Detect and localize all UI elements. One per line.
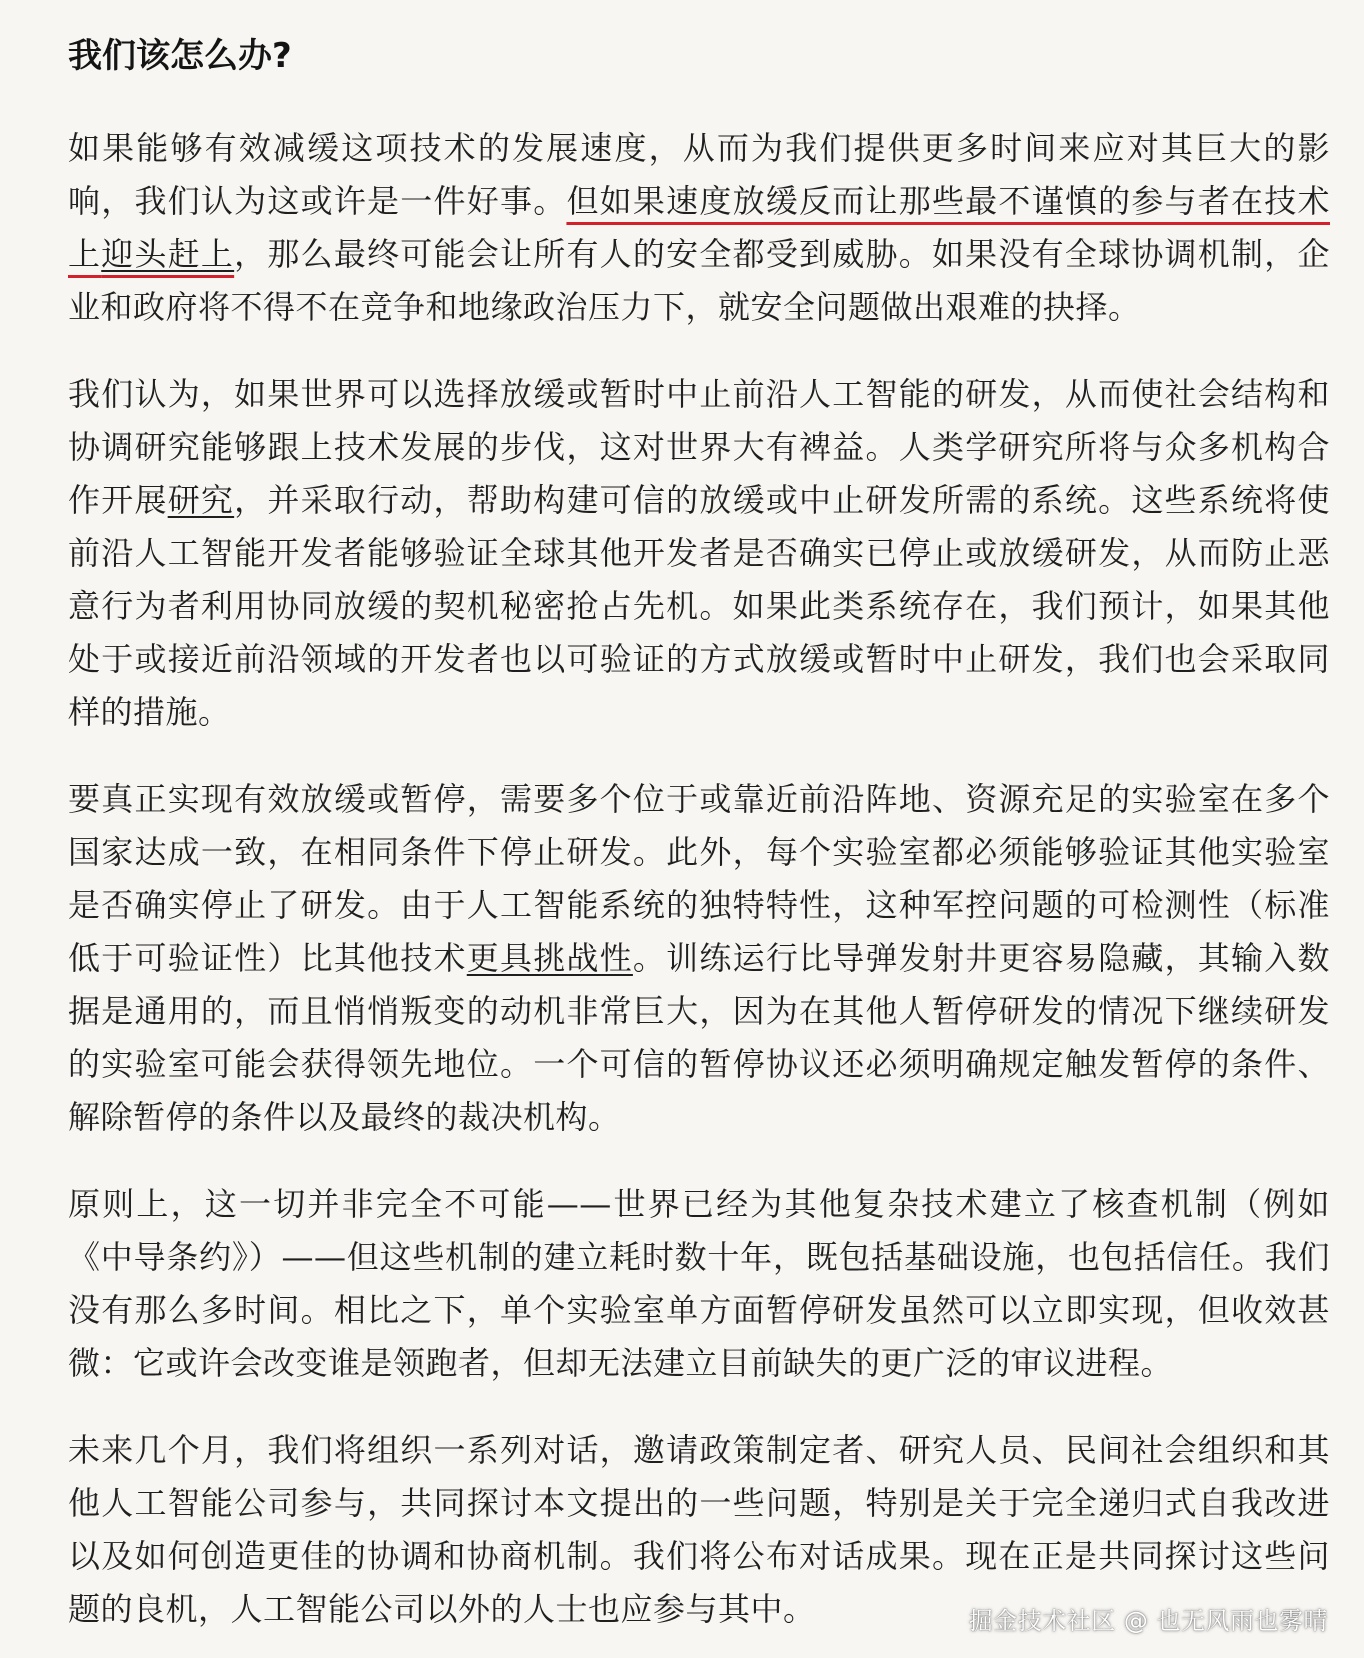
paragraph-1 xyxy=(68,122,1330,334)
paragraph-3-text-a: 要真正实现有效放缓或暂停，需要多个位于或靠近前沿阵地、资源充足的实验室在多个国家达成一致，在相同条件下停止研发。此外，每个实验室都必须能够验证其他实验室是否确实停止了研发。由于人工智能系统的独特特性，这种军控问题的可检测性（标准低于可验证性）比其他技术 xyxy=(68,780,1330,977)
article xyxy=(68,26,1330,1636)
paragraph-1-highlighted-text: 但如果速度放缓反而让那些最不谨慎的参与者在技术上 xyxy=(68,182,1330,273)
link-research[interactable]: 研究 xyxy=(167,481,235,519)
link-more-challenging[interactable]: 更具挑战性 xyxy=(466,939,633,977)
paragraph-3 xyxy=(68,773,1330,1144)
paragraph-4-text: 原则上，这一切并非完全不可能——世界已经为其他复杂技术建立了核查机制（例如《中导条约》）——但这些机制的建立耗时数十年，既包括基础设施，也包括信任。我们没有那么多时间。相比之下，单个实验室单方面暂停研发虽然可以立即实现，但收效甚微：它或许会改变谁是领跑者，但却无法建立目前缺失的更广泛的审议进程。 xyxy=(68,1185,1330,1382)
paragraph-3-text-c: 。训练运行比导弹发射井更容易隐藏，其输入数据是通用的，而且悄悄叛变的动机非常巨大，因为在其他人暂停研发的情况下继续研发的实验室可能会获得领先地位。一个可信的暂停协议还必须明确规定触发暂停的条件、解除暂停的条件以及最终的裁决机构。 xyxy=(68,939,1330,1136)
paragraph-1-text-d: ，那么最终可能会让所有人的安全都受到威胁。如果没有全球协调机制，企业和政府将不得不在竞争和地缘政治压力下，就安全问题做出艰难的抉择。 xyxy=(68,235,1330,326)
link-catch-up[interactable]: 迎头赶上 xyxy=(101,235,235,273)
watermark-text: 掘金技术社区 @ 也无风雨也雾晴 xyxy=(968,1607,1328,1635)
paragraph-2 xyxy=(68,368,1330,739)
paragraph-5-text: 未来几个月，我们将组织一系列对话，邀请政策制定者、研究人员、民间社会组织和其他人工智能公司参与，共同探讨本文提出的一些问题，特别是关于完全递归式自我改进以及如何创造更佳的协调和协商机制。我们将公布对话成果。现在正是共同探讨这些问题的良机，人工智能公司以外的人士也应参与其中。 xyxy=(68,1431,1330,1628)
section-heading: 我们该怎么办? xyxy=(68,36,292,76)
paragraph-2-text-c: ，并采取行动，帮助构建可信的放缓或中止研发所需的系统。这些系统将使前沿人工智能开发者能够验证全球其他开发者是否确实已停止或放缓研发，从而防止恶意行为者利用协同放缓的契机秘密抢占先机。如果此类系统存在，我们预计，如果其他处于或接近前沿领域的开发者也以可验证的方式放缓或暂时中止研发，我们也会采取同样的措施。 xyxy=(68,481,1330,731)
paragraph-4 xyxy=(68,1178,1330,1390)
paragraph-1-text-a: 如果能够有效减缓这项技术的发展速度，从而为我们提供更多时间来应对其巨大的影响，我们认为这或许是一件好事。 xyxy=(68,129,1330,220)
paragraph-2-text-a: 我们认为，如果世界可以选择放缓或暂时中止前沿人工智能的研发，从而使社会结构和协调研究能够跟上技术发展的步伐，这对世界大有裨益。人类学研究所将与众多机构合作开展 xyxy=(68,375,1330,519)
